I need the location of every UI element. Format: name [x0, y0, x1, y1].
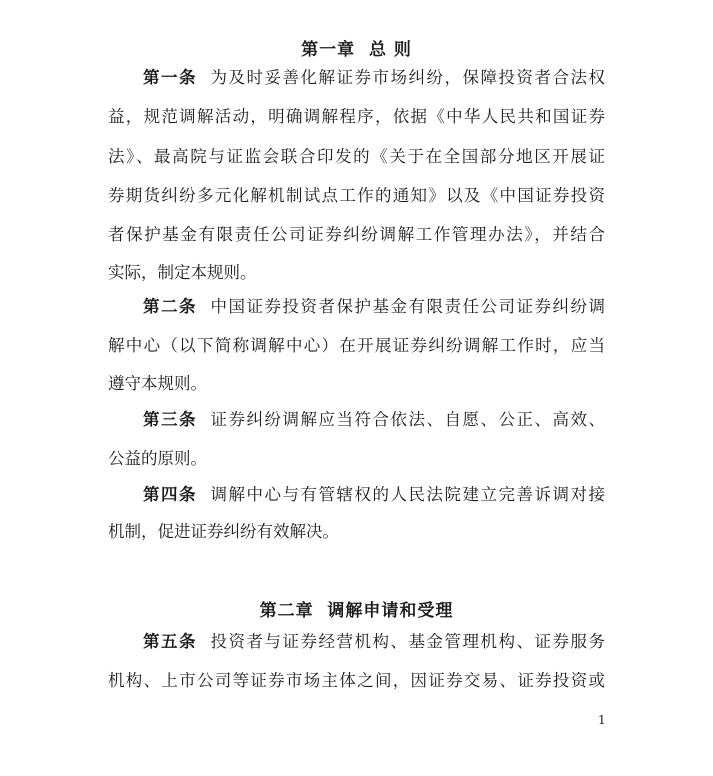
article-2-line-2: 解中心（以下简称调解中心）在开展证券纠纷调解工作时，应当	[108, 336, 605, 355]
article-1-line-4: 券期货纠纷多元化解机制试点工作的通知》以及《中国证券投资	[108, 186, 605, 205]
article-2-line-3: 遵守本规则。	[108, 374, 207, 393]
article-4-number: 第四条	[143, 485, 197, 504]
article-5-line-2: 机构、上市公司等证券市场主体之间，因证券交易、证券投资或	[108, 671, 605, 690]
article-5-line-1	[143, 632, 605, 652]
article-4-text-1: 调解中心与有管辖权的人民法院建立完善诉调对接	[210, 485, 605, 504]
article-4-line-2: 机制，促进证券纠纷有效解决。	[108, 522, 339, 541]
article-2-number: 第二条	[143, 297, 197, 316]
article-5-text-1: 投资者与证券经营机构、基金管理机构、证券服务	[210, 632, 605, 651]
article-1-line-2: 益，规范调解活动，明确调解程序，依据《中华人民共和国证券	[108, 107, 605, 126]
article-3-line-1	[143, 410, 605, 430]
article-4-line-1	[143, 485, 605, 505]
chapter-2-title: 第二章 调解申请和受理	[259, 601, 454, 621]
article-1-number: 第一条	[143, 68, 197, 87]
article-1-line-6: 实际，制定本规则。	[108, 263, 257, 282]
chapter-1-title: 第一章 总 则	[301, 40, 412, 60]
article-5-number: 第五条	[143, 632, 197, 651]
article-1-line-5: 者保护基金有限责任公司证券纠纷调解工作管理办法》，并结合	[108, 225, 605, 244]
article-3-line-2: 公益的原则。	[108, 449, 207, 468]
article-1-line-3: 法》、最高院与证监会联合印发的《关于在全国部分地区开展证	[108, 147, 605, 166]
article-1-text-1: 为及时妥善化解证券市场纠纷，保障投资者合法权	[210, 68, 605, 87]
article-3-number: 第三条	[143, 410, 197, 429]
article-2-line-1	[143, 297, 605, 317]
article-3-text-1: 证券纠纷调解应当符合依法、自愿、公正、高效、	[210, 410, 605, 429]
article-2-text-1: 中国证券投资者保护基金有限责任公司证券纠纷调	[210, 297, 605, 316]
page-number: 1	[598, 713, 606, 727]
article-1-line-1	[143, 68, 605, 88]
